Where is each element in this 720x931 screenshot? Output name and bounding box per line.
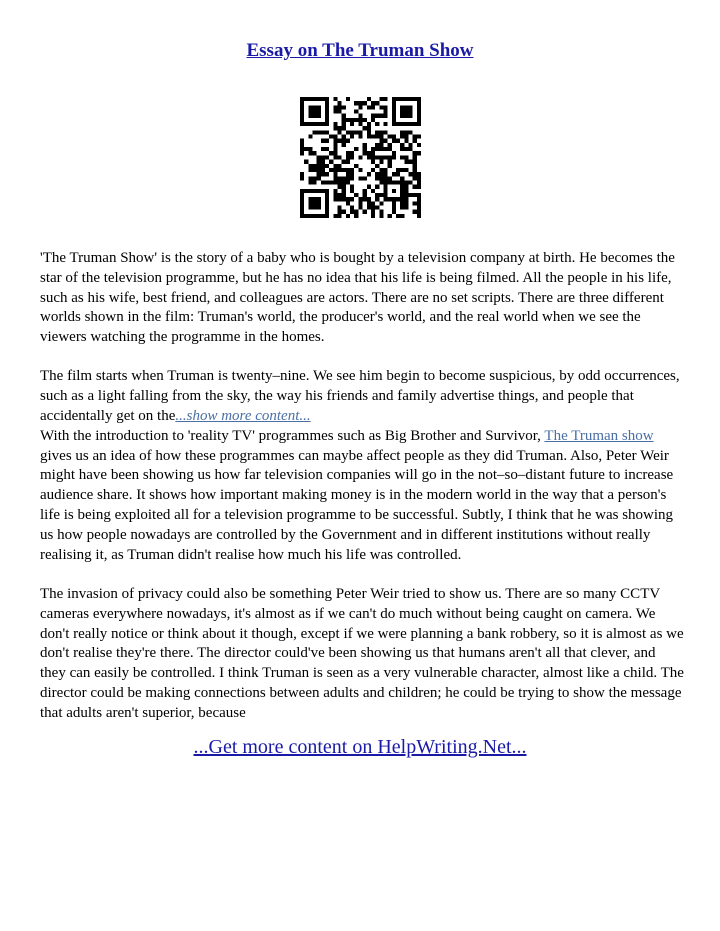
page-title [0,40,720,62]
paragraph-2-cont-a: With the introduction to 'reality TV' programmes such as Big Brother and Survivor, [40,427,545,444]
title-link[interactable]: Essay on The Truman Show [246,40,474,61]
paragraph-2-cont-b: gives us an idea of how these programmes can maybe affect people as they did Truman. Also, Peter Weir might have been showing us how far television companies will go in the not–so–distant future to increase audience share. It shows how important making money is in the modern world in the way that a person's life is being exploited all for a television programme to be successful. Subtly, I think that he was showing us how people nowadays are controlled by the Government and in different institutions without really realising it, as Truman didn't realise how much his life was controlled. [40,447,674,563]
essay-body [40,249,685,743]
paragraph-3: The invasion of privacy could also be something Peter Weir tried to show us. There are so many CCTV cameras everywhere nowadays, it's almost as if we can't do much without being caught on camera. We don't really notice or think about it though, except if we were planning a bank robbery, so it is almost as we don't realise they're there. The director could've been showing us that humans aren't all that clever, and they can easily be controlled. I think Truman is seen as a very vulnerable character, almost like a child. The director could be making connections between adults and children; he could be trying to show the message that adults aren't superior, because [40,585,684,721]
paragraph-2-intro: The film starts when Truman is twenty–nine. We see him begin to become suspicious, by odd occurrences, such as a light falling from the sky, the way his friends and family advertise things, and people that accidentally get on the [40,368,680,425]
paragraph-1: 'The Truman Show' is the story of a baby who is bought by a television company at birth. He becomes the star of the television programme, but he has no idea that his life is being filmed. All the people in his life, such as his wife, best friend, and colleagues are actors. There are no set scripts. There are three different worlds shown in the film: Truman's world, the producer's world, and the real world when we see the viewers watching the programme in the homes. [40,250,675,346]
footer [0,736,720,759]
truman-show-link[interactable]: The Truman show [544,427,654,444]
paragraph-2 [40,367,685,565]
qr-code-icon [300,97,421,218]
show-more-link[interactable]: ...show more content... [175,408,311,425]
get-more-content-link[interactable]: ...Get more content on HelpWriting.Net... [193,736,527,758]
